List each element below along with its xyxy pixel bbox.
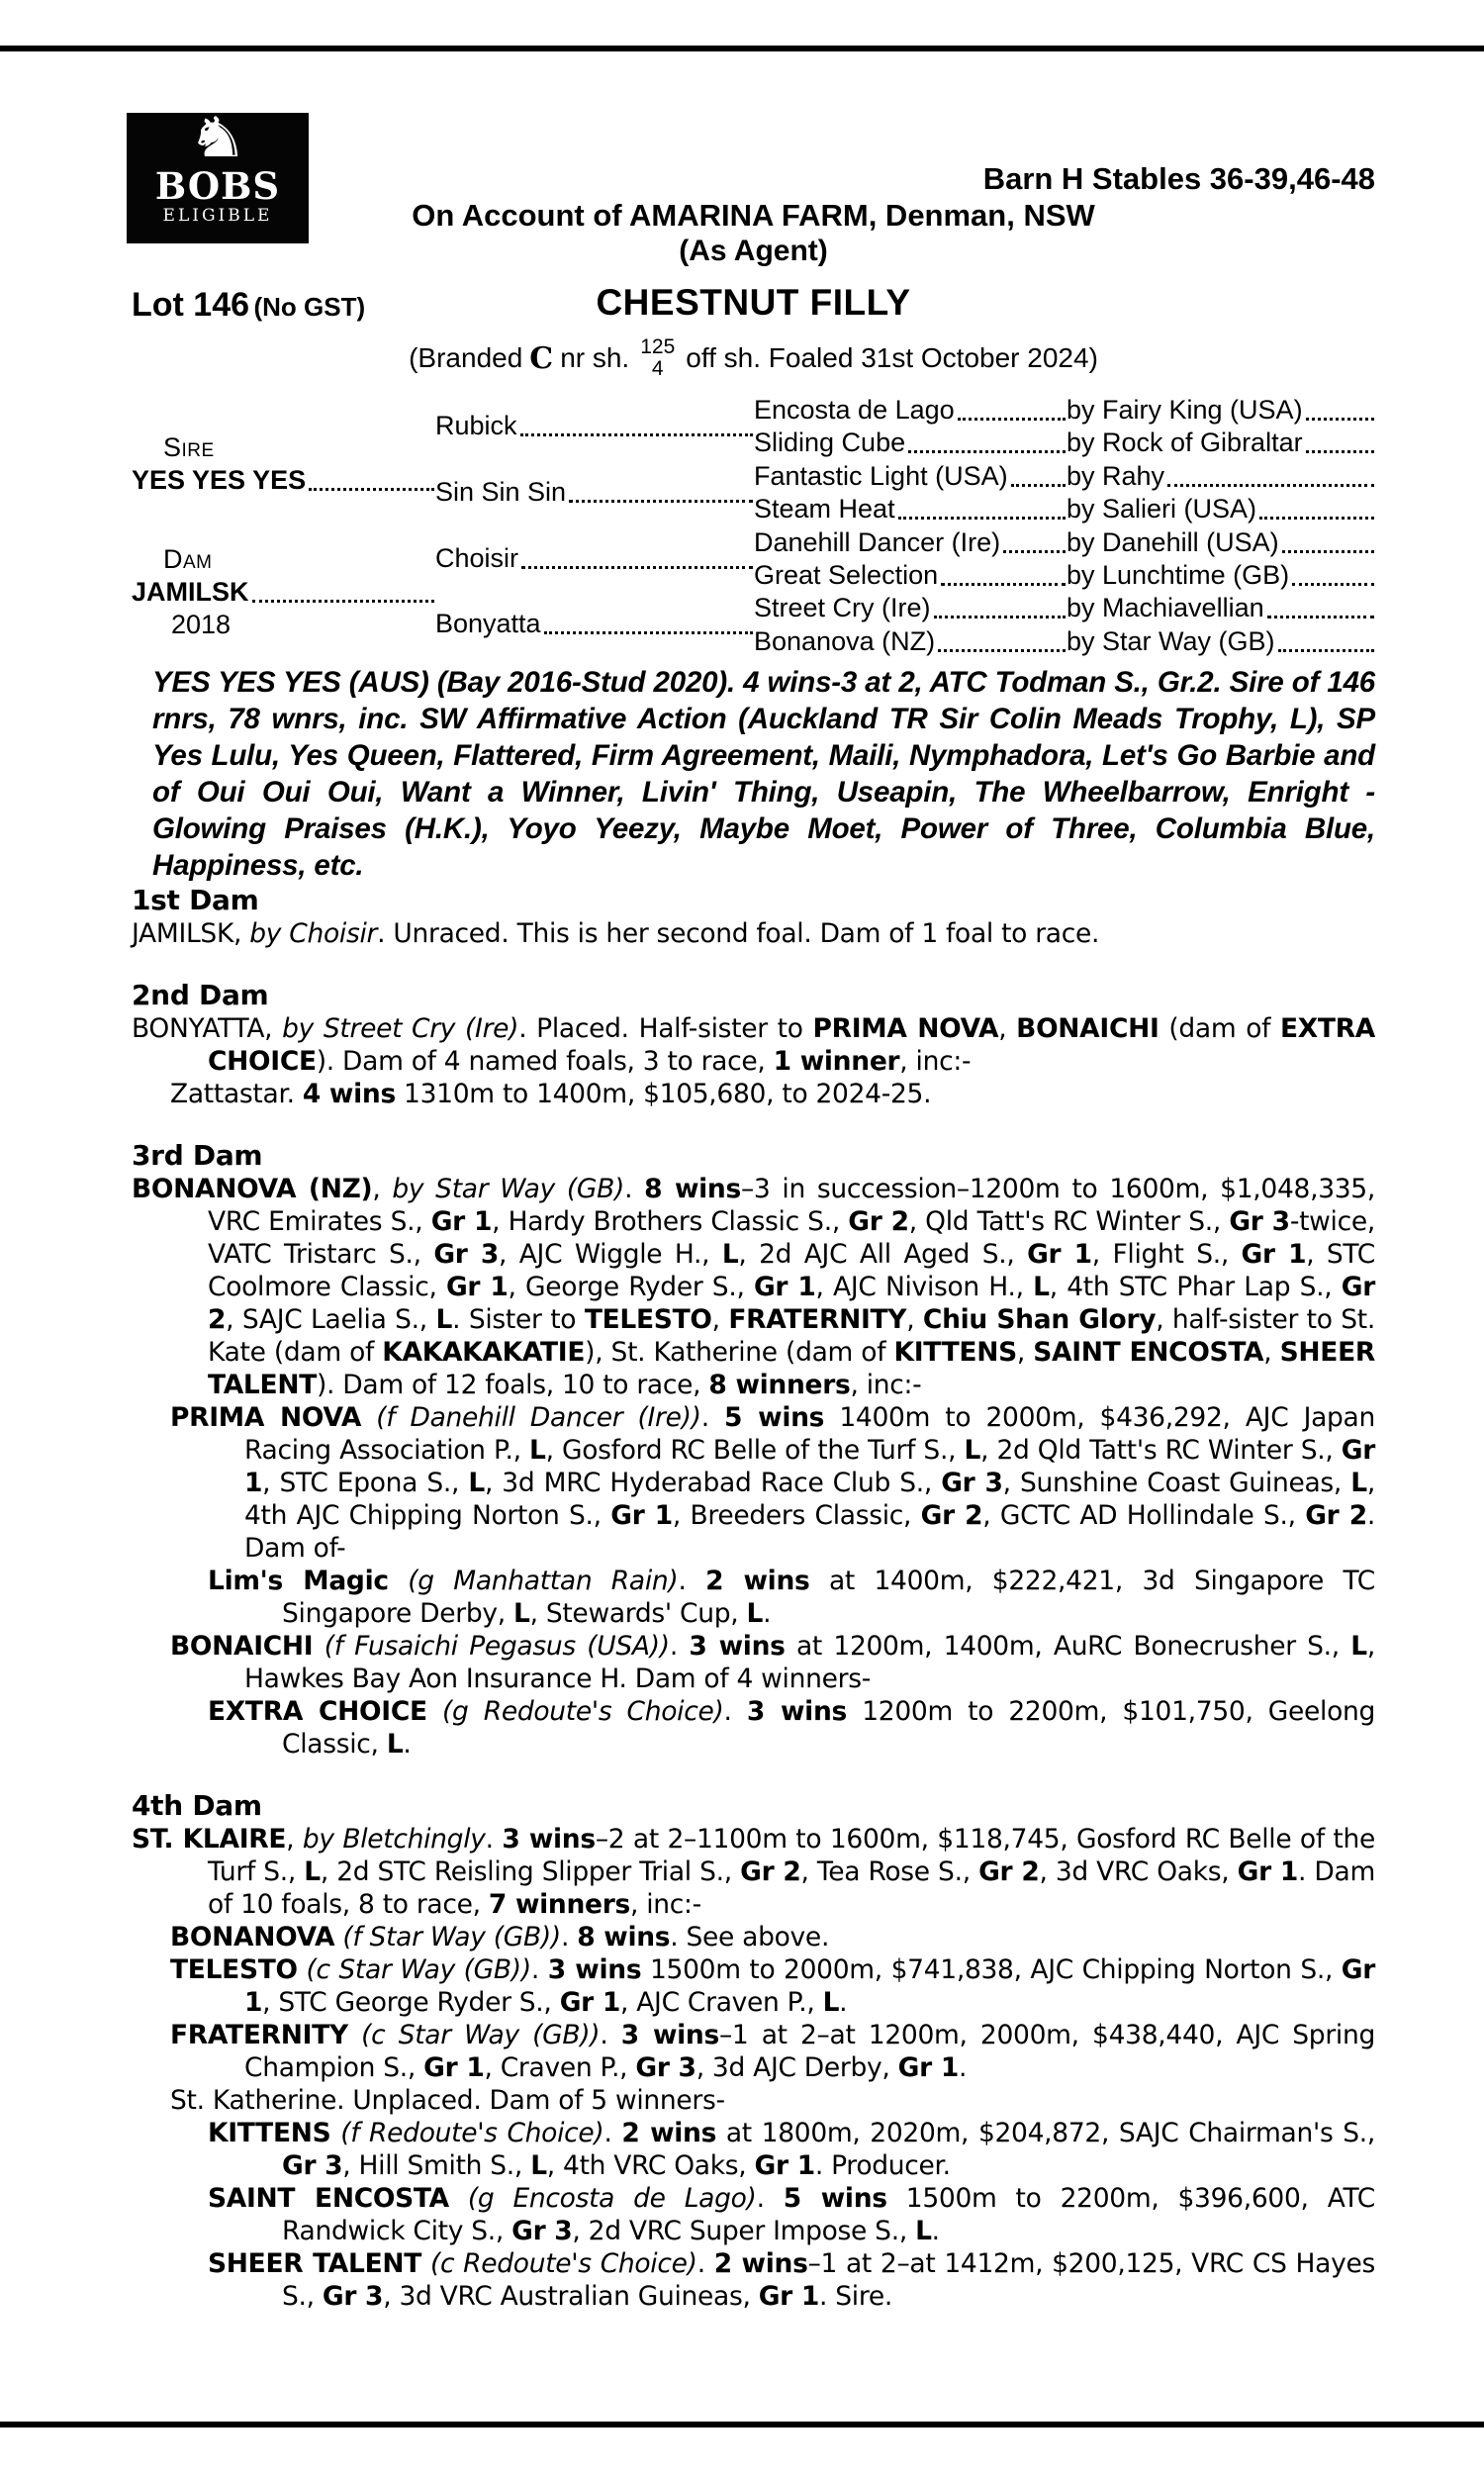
dotted-leader bbox=[908, 427, 1066, 453]
pedigree-paragraph: PRIMA NOVA (f Danehill Dancer (Ire)). 5 wins 1400m to 2000m, $436,292, AJC Japan Racing Association P., L, Gosford RC Belle of the Turf S., L, 2d Qld Tatt's RC Winter S., Gr 1, STC Epona S., L, 3d MRC Hyderabad Race Club S., Gr 3, Sunshine Coast Guineas, L, 4th AJC Chipping Norton S., Gr 1, Breeders Classic, Gr 2, GCTC AD Hollindale S., Gr 2. Dam of- bbox=[170, 1402, 1375, 1564]
brand-line bbox=[132, 327, 1375, 390]
section-heading: 4th Dam bbox=[132, 1789, 262, 1822]
ancestor-sire: by Lunchtime (GB) bbox=[1067, 560, 1290, 590]
gst-note: (No GST) bbox=[253, 292, 366, 322]
pedigree-row bbox=[754, 625, 1375, 658]
dotted-leader bbox=[1011, 460, 1066, 487]
ancestor-name: Bonanova (NZ) bbox=[754, 625, 936, 656]
lot-title: CHESTNUT FILLY bbox=[596, 282, 911, 323]
section-heading: 2nd Dam bbox=[132, 979, 269, 1011]
ancestor-sire: by Danehill (USA) bbox=[1067, 526, 1279, 557]
pedigree-row bbox=[754, 526, 1375, 559]
pedigree-paragraph: SHEER TALENT (c Redoute's Choice). 2 wins–1 at 2–at 1412m, $200,125, VRC CS Hayes S., Gr 3, 3d VRC Australian Guineas, Gr 1. Sire. bbox=[208, 2248, 1375, 2312]
pedigree-paragraph: KITTENS (f Redoute's Choice). 2 wins at 1800m, 2020m, $204,872, SAJC Chairman's S., Gr 3, Hill Smith S., L, 4th VRC Oaks, Gr 1. Producer. bbox=[208, 2118, 1376, 2181]
sire-name: YES YES YES bbox=[132, 464, 435, 497]
agent-line: (As Agent) bbox=[679, 235, 828, 267]
dotted-leader bbox=[309, 464, 434, 491]
dam-section bbox=[132, 884, 1375, 950]
pedigree-row bbox=[754, 394, 1375, 427]
logo-text-eligible: ELIGIBLE bbox=[162, 206, 273, 226]
dotted-leader bbox=[1267, 592, 1374, 618]
pedigree-paragraph: Zattastar. 4 wins 1310m to 1400m, $105,680, to 2024-25. bbox=[170, 1079, 932, 1109]
lot-number: Lot 146 bbox=[132, 286, 250, 324]
pedigree-table bbox=[132, 392, 1375, 661]
brand-fraction bbox=[636, 336, 679, 380]
pedigree-paragraph: ST. KLAIRE, by Bletchingly. 3 wins–2 at 2–1100m to 1600m, $118,745, Gosford RC Belle of the Turf S., L, 2d STC Reisling Slipper Trial S., Gr 2, Tea Rose S., Gr 2, 3d VRC Oaks, Gr 1. Dam of 10 foals, 8 to race, 7 winners, inc:- bbox=[132, 1824, 1376, 1920]
consignor-line: On Account of AMARINA FARM, Denman, NSW bbox=[412, 198, 1095, 233]
pedigree-paragraph: BONANOVA (NZ), by Star Way (GB). 8 wins–3 in succession–1200m to 1600m, $1,048,335, VRC Emirates S., Gr 1, Hardy Brothers Classic S., Gr 2, Qld Tatt's RC Winter S., Gr 3-twice, VATC Tristarc S., Gr 3, AJC Wiggle H., L, 2d AJC All Aged S., Gr 1, Flight S., Gr 1, STC Coolmore Classic, Gr 1, George Ryder S., Gr 1, AJC Nivison H., L, 4th STC Phar Lap S., Gr 2, SAJC Laelia S., L. Sister to TELESTO, FRATERNITY, Chiu Shan Glory, half-sister to St. Kate (dam of KAKAKAKATIE), St. Katherine (dam of KITTENS, SAINT ENCOSTA, SHEER TALENT). Dam of 12 foals, 10 to race, 8 winners, inc:- bbox=[132, 1174, 1375, 1400]
ancestor-name: Street Cry (Ire) bbox=[754, 593, 931, 623]
pedigree-row bbox=[754, 592, 1375, 624]
grandparent-name: Sin Sin Sin bbox=[435, 476, 754, 509]
dotted-leader bbox=[1306, 427, 1374, 453]
dam-sections bbox=[132, 884, 1375, 2341]
pedigree-paragraph: EXTRA CHOICE (g Redoute's Choice). 3 wins 1200m to 2200m, $101,750, Geelong Classic, L. bbox=[208, 1696, 1375, 1760]
sire-summary: YES YES YES (AUS) (Bay 2016-Stud 2020). 4 wins-3 at 2, ATC Todman S., Gr.2. Sire of 146 rnrs, 78 wnrs, inc. SW Affirmative Action (Auckland TR Sir Colin Meads Trophy, L), SP Yes Lulu, Yes Queen, Flattered, Firm Agreement, Maili, Nymphadora, Let's Go Barbie and of Oui Oui Oui, Want a Winner, Livin' Thing, Useapin, The Wheelbarrow, Enright - Glowing Praises (H.K.), Yoyo Yeezy, Maybe Moet, Power of Three, Columbia Blue, Happiness, etc. bbox=[152, 666, 1375, 882]
pedigree-paragraph: FRATERNITY (c Star Way (GB)). 3 wins–1 at 2–at 1200m, 2000m, $438,440, AJC Spring Champion S., Gr 1, Craven P., Gr 3, 3d AJC Derby, Gr 1. bbox=[170, 2020, 1376, 2083]
dam-section bbox=[132, 1139, 1375, 1760]
ancestor-sire: by Salieri (USA) bbox=[1067, 494, 1257, 524]
ancestor-sire: by Rock of Gibraltar bbox=[1067, 428, 1303, 458]
ancestor-sire: by Rahy bbox=[1067, 460, 1165, 491]
sire-cell bbox=[132, 431, 435, 497]
pedigree-paragraph: BONYATTA, by Street Cry (Ire). Placed. Half-sister to PRIMA NOVA, BONAICHI (dam of EXTRA CHOICE). Dam of 4 named foals, 3 to race, 1 winner, inc:- bbox=[132, 1013, 1376, 1077]
grandparent-name: Rubick bbox=[435, 410, 754, 442]
brand-prefix: (Branded bbox=[409, 342, 523, 373]
dotted-leader bbox=[1282, 526, 1374, 553]
dam-section bbox=[132, 1789, 1375, 2313]
ancestor-name: Encosta de Lago bbox=[754, 395, 955, 425]
brand-mid: nr sh. bbox=[560, 342, 630, 373]
pedigree-paragraph: SAINT ENCOSTA (g Encosta de Lago). 5 wins 1500m to 2200m, $396,600, ATC Randwick City S., Gr 3, 2d VRC Super Impose S., L. bbox=[208, 2183, 1376, 2246]
dotted-leader bbox=[1259, 493, 1374, 520]
pedigree-paragraph: BONAICHI (f Fusaichi Pegasus (USA)). 3 wins at 1200m, 1400m, AuRC Bonecrusher S., L, Hawkes Bay Aon Insurance H. Dam of 4 winners- bbox=[170, 1631, 1376, 1694]
pedigree-paragraph: TELESTO (c Star Way (GB)). 3 wins 1500m to 2000m, $741,838, AJC Chipping Norton S., Gr 1, STC George Ryder S., Gr 1, AJC Craven P., L. bbox=[170, 1954, 1376, 2018]
dam-section bbox=[132, 979, 1375, 1110]
horse-head-icon: ♞ bbox=[186, 106, 249, 170]
section-heading: 1st Dam bbox=[132, 884, 259, 916]
brand-suffix: off sh. Foaled 31st October 2024) bbox=[686, 342, 1098, 373]
dotted-leader bbox=[520, 410, 753, 436]
pedigree-row bbox=[754, 559, 1375, 592]
dam-name: JAMILSK bbox=[132, 576, 435, 609]
brand-fraction-bottom: 4 bbox=[651, 357, 664, 380]
dotted-leader bbox=[938, 625, 1066, 652]
barn-location: Barn H Stables 36-39,46-48 bbox=[982, 161, 1375, 196]
pedigree-paragraph: JAMILSK, by Choisir. Unraced. This is her second foal. Dam of 1 foal to race. bbox=[132, 918, 1100, 949]
ancestor-sire: by Star Way (GB) bbox=[1067, 625, 1275, 656]
dotted-leader bbox=[934, 592, 1066, 618]
dam-foaling-year: 2018 bbox=[171, 610, 232, 639]
grandparent-name: Choisir bbox=[435, 542, 754, 575]
ancestor-name: Sliding Cube bbox=[754, 428, 906, 458]
dotted-leader bbox=[252, 576, 434, 603]
ancestor-name: Great Selection bbox=[754, 560, 939, 590]
pedigree-paragraph: St. Katherine. Unplaced. Dam of 5 winners- bbox=[170, 2085, 725, 2116]
dam-cell bbox=[132, 543, 435, 641]
dotted-leader bbox=[544, 608, 753, 634]
pedigree-paragraph: BONANOVA (f Star Way (GB)). 8 wins. See above. bbox=[170, 1922, 830, 1952]
pedigree-row bbox=[754, 427, 1375, 459]
dotted-leader bbox=[1278, 625, 1374, 652]
ancestor-sire: by Machiavellian bbox=[1067, 593, 1264, 623]
dotted-leader bbox=[898, 493, 1066, 520]
dotted-leader bbox=[1306, 394, 1374, 421]
bottom-rule bbox=[0, 2422, 1484, 2427]
pedigree-paragraph: Lim's Magic (g Manhattan Rain). 2 wins at 1400m, $222,421, 3d Singapore TC Singapore Derby, L, Stewards' Cup, L. bbox=[208, 1566, 1375, 1629]
dam-label: Dam bbox=[163, 544, 213, 574]
dotted-leader bbox=[1167, 460, 1374, 487]
dotted-leader bbox=[569, 476, 753, 503]
pedigree-row bbox=[754, 493, 1375, 525]
grandparent-name: Bonyatta bbox=[435, 608, 754, 640]
ancestor-name: Danehill Dancer (Ire) bbox=[754, 526, 1001, 557]
logo-text-bobs: BOBS bbox=[154, 164, 281, 208]
dotted-leader bbox=[1003, 526, 1066, 553]
dotted-leader bbox=[521, 542, 753, 569]
sire-label: Sire bbox=[163, 432, 215, 462]
ancestor-sire: by Fairy King (USA) bbox=[1067, 395, 1303, 425]
brand-fraction-top: 125 bbox=[640, 335, 676, 358]
pedigree-row bbox=[754, 460, 1375, 493]
dotted-leader bbox=[958, 394, 1066, 421]
ancestor-name: Steam Heat bbox=[754, 494, 895, 524]
brand-mark: C bbox=[529, 340, 554, 376]
ancestor-name: Fantastic Light (USA) bbox=[754, 460, 1008, 491]
dotted-leader bbox=[1292, 559, 1374, 586]
dotted-leader bbox=[941, 559, 1066, 586]
top-rule bbox=[0, 46, 1484, 51]
section-heading: 3rd Dam bbox=[132, 1139, 263, 1172]
